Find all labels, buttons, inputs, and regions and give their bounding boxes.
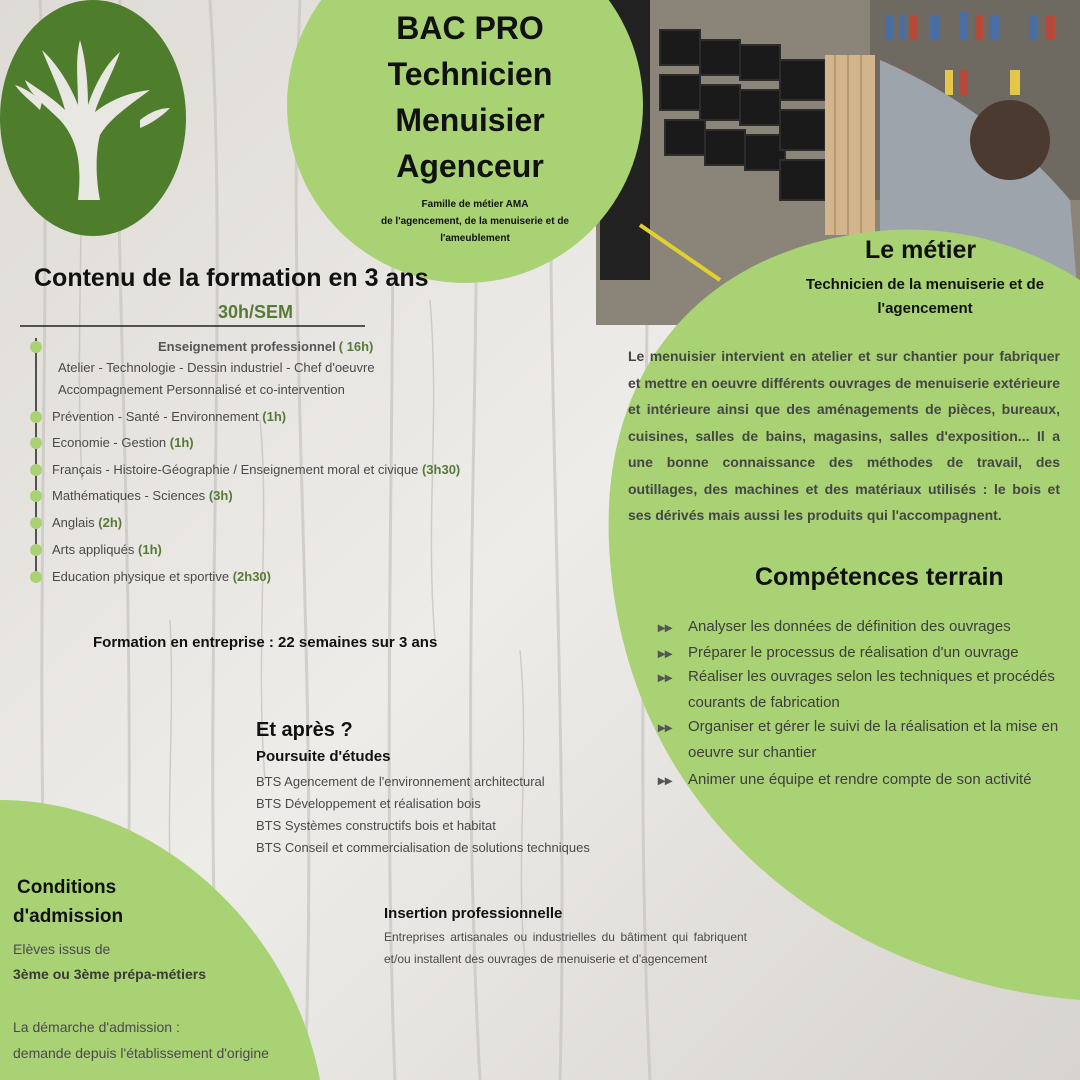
list-item: BTS Systèmes constructifs bois et habitat — [256, 818, 496, 833]
list-item — [658, 614, 1063, 640]
admission-eleves: Elèves issus de — [13, 941, 111, 957]
arrow-right-icon: ▸▸ — [658, 669, 673, 685]
list-item: BTS Développement et réalisation bois — [256, 796, 481, 811]
competence-label: Animer une équipe et rendre compte de son activité — [688, 771, 1032, 788]
item-hours: (2h30) — [232, 569, 271, 584]
competence-label: Préparer le processus de réalisation d'un ouvrage — [688, 644, 1019, 661]
title-line: Technicien — [387, 56, 553, 92]
competence-label: Analyser les données de définition des ouvrages — [688, 618, 1011, 635]
item-hours: (3h30) — [421, 462, 461, 477]
bullet-dot-icon — [30, 490, 42, 502]
famille-metier — [350, 196, 600, 247]
metier-subheading-line: l'agencement — [877, 300, 973, 317]
apres-heading: Et après ? — [256, 719, 353, 741]
famille-detail: l'ameublement — [440, 233, 510, 244]
item-label: Enseignement professionnel — [158, 339, 336, 354]
admission-demarche: La démarche d'admission : — [13, 1019, 180, 1035]
metier-subheading — [770, 273, 1080, 321]
bullet-dot-icon — [30, 437, 42, 449]
title-line: Agenceur — [396, 148, 544, 184]
bts-list — [256, 771, 590, 859]
arrow-right-icon: ▸▸ — [658, 645, 673, 661]
admission-heading-line: d'admission — [13, 906, 124, 927]
arrow-right-icon: ▸▸ — [658, 619, 673, 635]
arrow-right-icon: ▸▸ — [658, 772, 673, 788]
title-line: BAC PRO — [396, 10, 544, 46]
insertion-heading: Insertion professionnelle — [384, 905, 563, 922]
bullet-dot-icon — [30, 517, 42, 529]
item-label: Prévention - Santé - Environnement — [52, 409, 259, 424]
item-hours: (2h) — [98, 515, 123, 530]
list-item — [30, 409, 286, 424]
insertion-text: Entreprises artisanales ou industrielles du bâtiment qui fabriquent et/ou installent des ouvrages de menuiserie et d'agencement — [384, 930, 747, 966]
item-hours: ( 16h) — [338, 339, 374, 354]
item-label: Arts appliqués — [52, 542, 135, 557]
bullet-dot-icon — [30, 341, 42, 353]
title-line: Menuisier — [395, 102, 545, 138]
competence-label: Organiser et gérer le suivi de la réalisation et la mise en oeuvre sur chantier — [688, 718, 1059, 761]
famille-detail: de l'agencement, de la menuiserie et de — [380, 216, 569, 227]
list-item — [658, 640, 1063, 666]
list-item — [30, 569, 271, 584]
list-item: BTS Agencement de l'environnement architectural — [256, 774, 545, 789]
bullet-dot-icon — [30, 571, 42, 583]
item-hours: (3h) — [208, 488, 233, 503]
formation-hours: 30h/SEM — [218, 302, 294, 322]
famille-label: Famille de métier AMA — [421, 199, 529, 210]
competence-label: Réaliser les ouvrages selon les techniques et procédés courants de fabrication — [688, 668, 1055, 711]
admission-demarche-detail: demande depuis l'établissement d'origine — [13, 1045, 269, 1061]
bullet-dot-icon — [30, 464, 42, 476]
competences-heading: Compétences terrain — [755, 563, 1004, 591]
admission-niveau: 3ème ou 3ème prépa-métiers — [13, 966, 206, 982]
admission-heading — [13, 873, 123, 931]
list-item — [30, 435, 194, 450]
list-item — [30, 515, 122, 530]
pro-detail: Atelier - Technologie - Dessin industriel - Chef d'oeuvre — [58, 360, 375, 375]
list-item: BTS Conseil et commercialisation de solutions techniques — [256, 840, 590, 855]
item-hours: (1h) — [138, 542, 162, 557]
arrow-right-icon: ▸▸ — [658, 719, 673, 735]
list-item — [30, 542, 162, 557]
list-item — [30, 339, 373, 354]
item-hours: (1h) — [169, 435, 194, 450]
item-hours: (1h) — [262, 409, 287, 424]
formation-entreprise: Formation en entreprise : 22 semaines sur 3 ans — [93, 634, 438, 651]
bullet-dot-icon — [30, 544, 42, 556]
poursuite-heading: Poursuite d'études — [256, 748, 391, 765]
item-label: Mathématiques - Sciences — [52, 488, 206, 503]
metier-heading: Le métier — [865, 236, 977, 264]
list-item — [658, 664, 1063, 716]
item-label: Anglais — [52, 515, 95, 530]
page-title — [330, 5, 610, 189]
item-label: Economie - Gestion — [52, 435, 167, 450]
admission-heading-line: Conditions — [17, 877, 117, 898]
item-label: Education physique et sportive — [52, 569, 230, 584]
list-item — [30, 462, 460, 477]
metier-description: Le menuisier intervient en atelier et sur chantier pour fabriquer et mettre en oeuvre différents ouvrages de menuiserie extérieure et intérieure ainsi que des aménagements de pièces, bureaux, cuisines, salles de bains, magasins, salles d'exposition... Il a une bonne connaissance des méthodes de travail, des outillages, des machines et des matériaux utilisés : le bois et ses dérivés mais aussi les produits qui l'accompagnent. — [628, 348, 1060, 523]
list-item — [658, 714, 1063, 766]
metier-subheading-line: Technicien de la menuiserie et de — [805, 276, 1045, 293]
formation-heading: Contenu de la formation en 3 ans — [34, 264, 429, 292]
item-label: Français - Histoire-Géographie / Enseignement moral et civique — [52, 462, 419, 477]
list-item — [30, 488, 233, 503]
list-item — [658, 767, 1063, 793]
bullet-dot-icon — [30, 411, 42, 423]
pro-detail: Accompagnement Personnalisé et co-intervention — [58, 382, 345, 397]
